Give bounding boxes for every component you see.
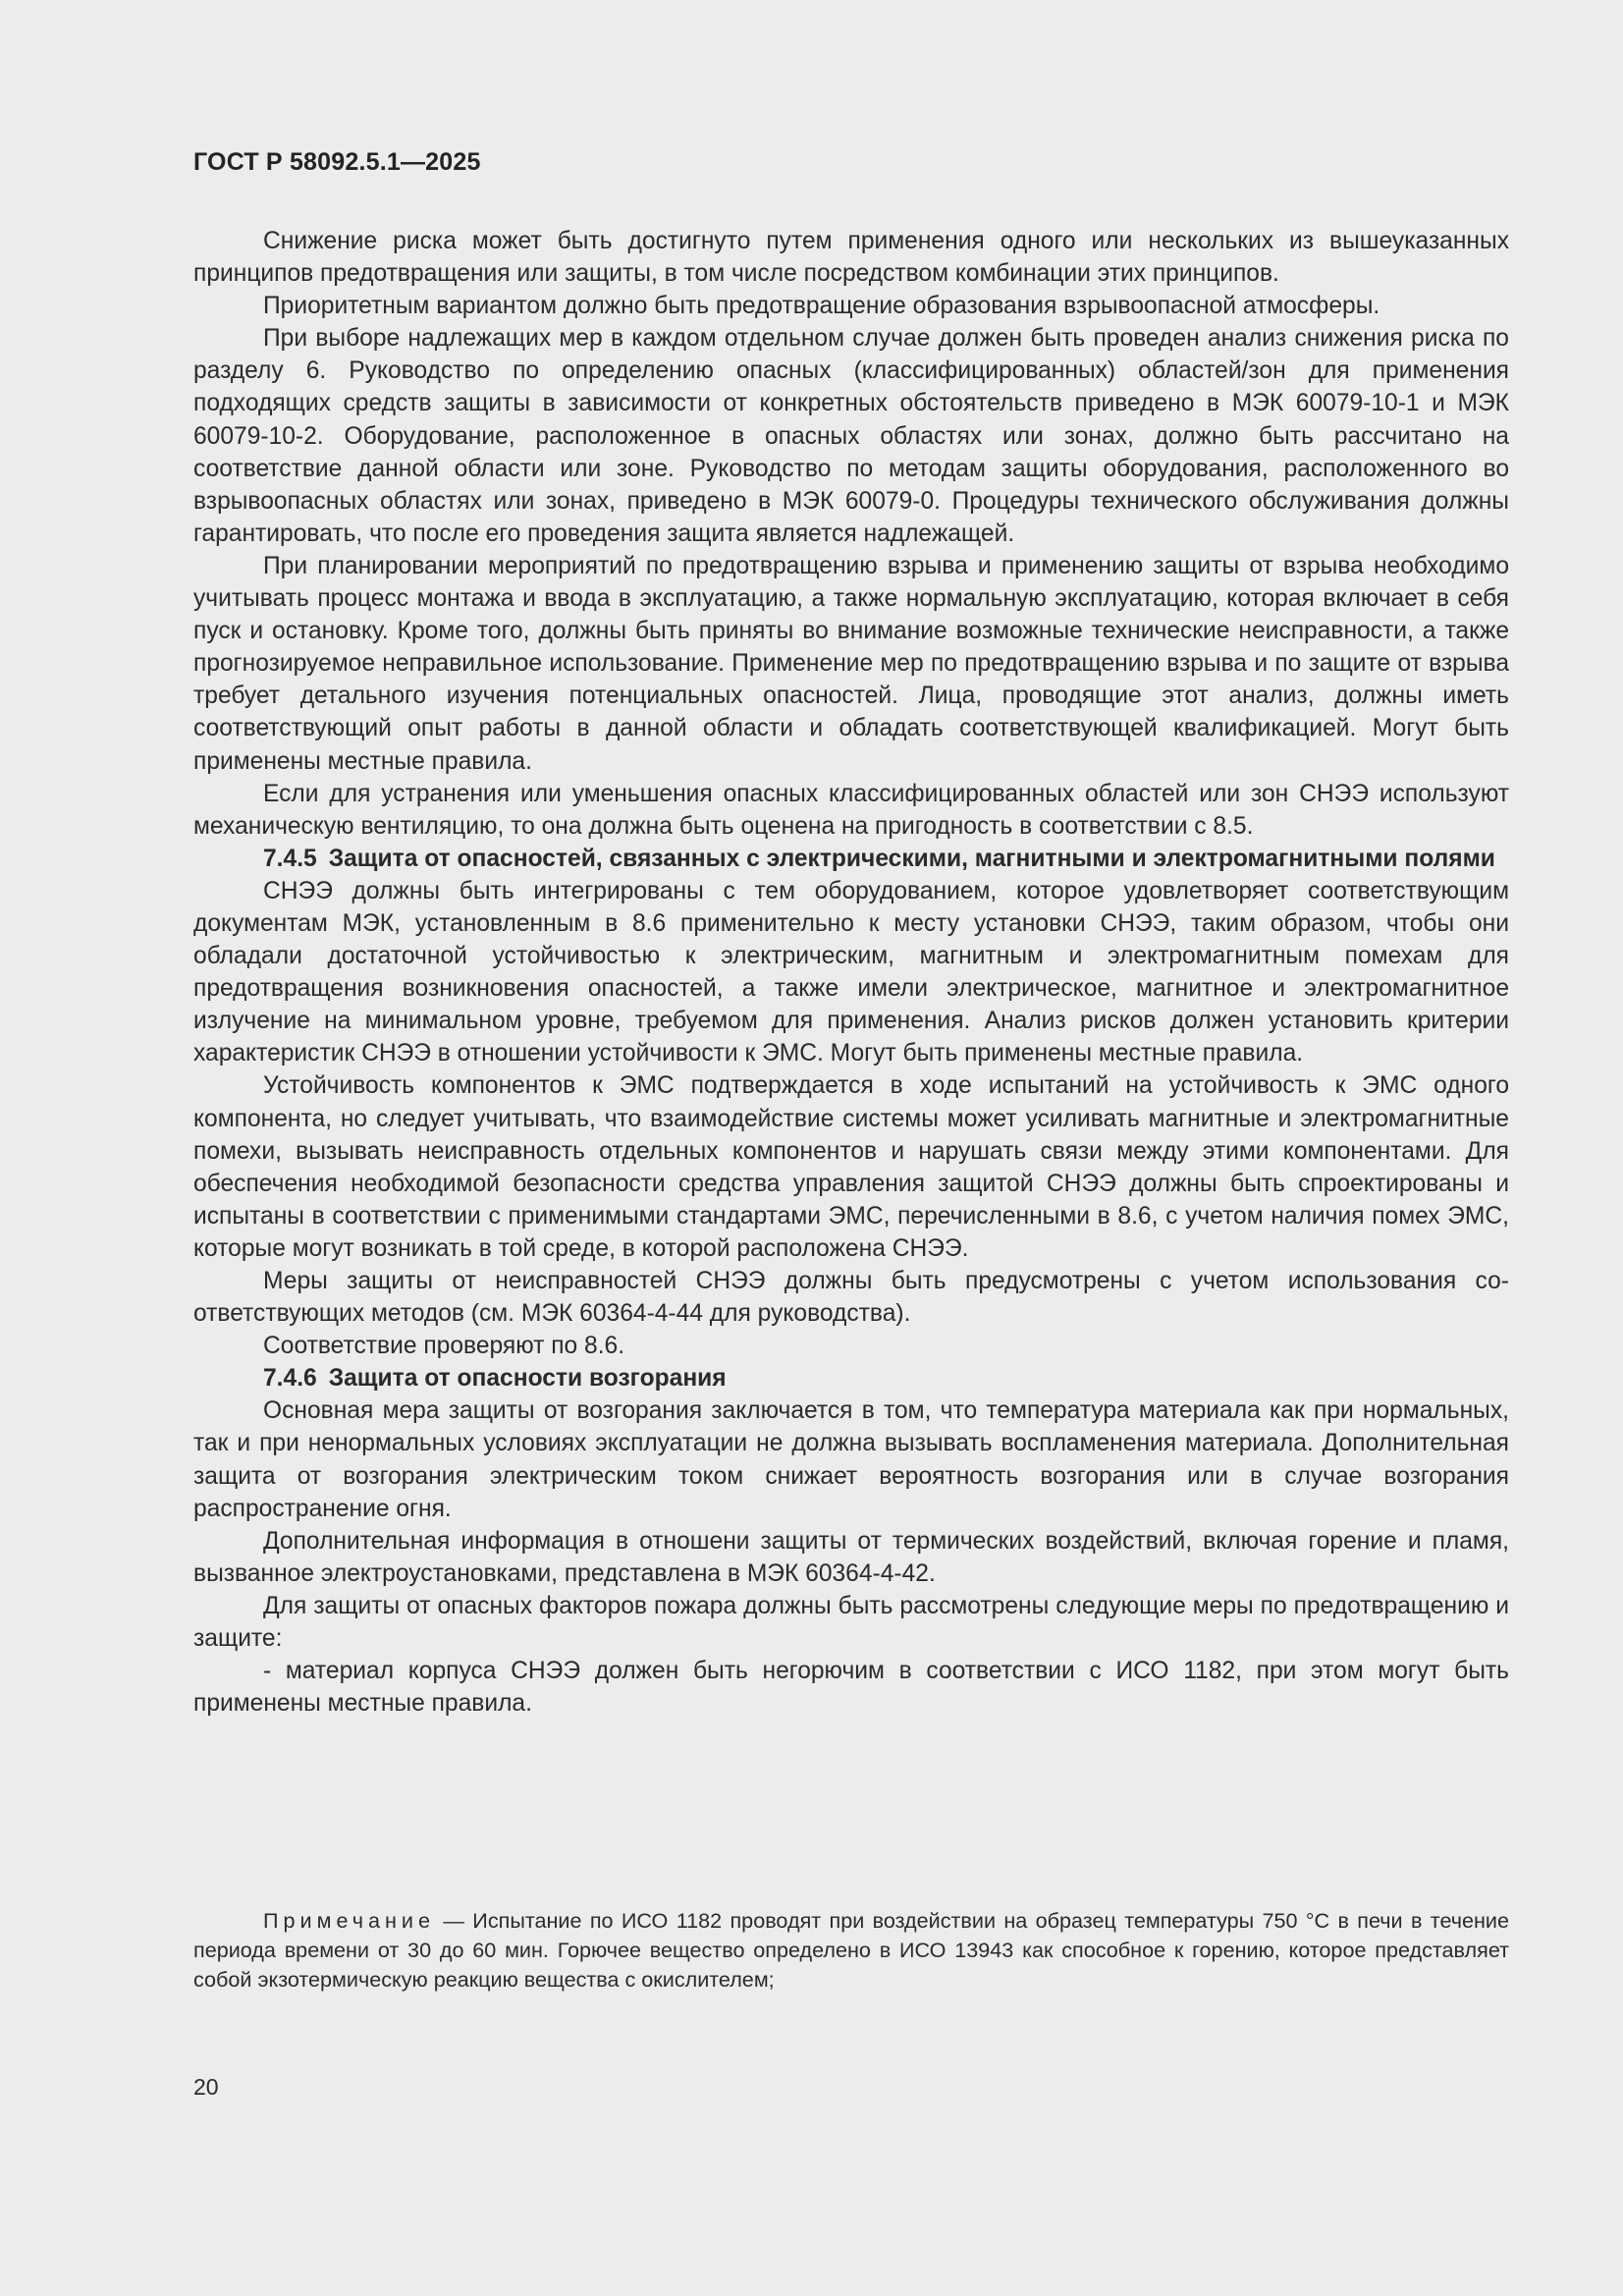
paragraph: Основная мера защиты от возгорания заключается в том, что температура материала как при нормальных, так и при ненормальных условиях эксплуатации не должна вызывать воспламенения материала. Дополнительная защита от возгорания электрическим током снижает вероятность возгорания или в случае возгорания распространение огня.	[193, 1397, 1509, 1522]
section-heading-7-4-6	[193, 1362, 1509, 1394]
paragraph: Меры защиты от неисправностей СНЭЭ должны быть предусмотрены с учетом использования соответствующих методов (см. МЭК 60364-4-44 для руководства).	[193, 1268, 1509, 1328]
document-body	[193, 225, 1509, 1720]
paragraph: Если для устранения или уменьшения опасных классифицированных областей или зон СНЭЭ используют механическую вентиляцию, то она должна быть оценена на пригодность в соответствии с 8.5.	[193, 780, 1509, 840]
section-title: Защита от опасностей, связанных с электрическими, магнитными и электромагнитными полями	[328, 845, 1495, 872]
document-header: ГОСТ Р 58092.5.1—2025	[193, 148, 481, 176]
section-number: 7.4.6	[263, 1365, 317, 1393]
list-item: - материал корпуса СНЭЭ должен быть негорючим в соответствии с ИСО 1182, при этом могут быть применены местные правила.	[193, 1658, 1509, 1718]
paragraph: СНЭЭ должны быть интегрированы с тем оборудованием, которое удовлетворяет соответствующим документам МЭК, установленным в 8.6 применительно к месту установки СНЭЭ, таким образом, чтобы они обладали достаточной устойчивостью к электрическим, магнитным и электромагнитным помехам для предотвращения возникновения опасностей, а также имели электрическое, магнитное и электромагнитное излучение на минимальном уровне, требуемом для применения. Анализ рисков должен установить критерии характеристик СНЭЭ в отношении устойчивости к ЭМС. Могут быть применены местные правила.	[193, 877, 1509, 1067]
paragraph: Приоритетным вариантом должно быть предотвращение образования взрывоопасной атмосферы.	[263, 293, 1380, 320]
paragraph: При выборе надлежащих мер в каждом отдельном случае должен быть проведен анализ снижения риска по разделу 6. Руководство по определению опасных (классифицированных) областей/зон для применения подходящих средств защиты в зависимости от конкретных обстоятельств приведено в МЭК 60079-10-1 и МЭК 60079-10-2. Оборудование, расположенное в опасных областях или зонах, должно быть рассчитано на соответствие данной области или зоне. Руководство по методам защиты оборудования, расположенного во взрывоопасных областях или зонах, приведено в МЭК 60079-0. Процедуры технического обслуживания должны гарантировать, что после его проведения защита является надлежащей.	[193, 325, 1509, 547]
paragraph: Дополнительная информация в отношени защиты от термических воздействий, включая горение и пламя, вызванное электроустановками, представлена в МЭК 60364-4-42.	[193, 1527, 1509, 1587]
paragraph: При планировании мероприятий по предотвращению взрыва и применению защиты от взрыва необходимо учитывать процесс монтажа и ввода в эксплуатацию, а также нормальную эксплуатацию, которая включает в себя пуск и остановку. Кроме того, должны быть приняты во внимание возможные технические неисправности, а также прогнозируемое неправильное использование. Применение мер по предотвращению взрыва и по защите от взрыва требует детального изучения потенциальных опасностей. Лица, проводящие этот анализ, должны иметь соответствующий опыт работы в данной области и обладать соответствующей квалификацией. Могут быть применены местные правила.	[193, 552, 1509, 775]
note	[193, 1906, 1509, 1995]
section-heading-7-4-5	[193, 843, 1509, 875]
page-number: 20	[193, 2074, 219, 2100]
paragraph: Для защиты от опасных факторов пожара должны быть рассмотрены следующие меры по предотвращению и защите:	[193, 1592, 1509, 1653]
paragraph: Соответствие проверяют по 8.6.	[263, 1333, 625, 1360]
section-title: Защита от опасности возгорания	[328, 1365, 727, 1393]
note-text: — Испытание по ИСО 1182 проводят при воздействии на образец температуры 750 °C в печи в течение периода времени от 30 до 60 мин. Горючее вещество определено в ИСО 13943 как способное к горению, которое представляет собой экзотермическую реакцию вещества с окислителем;	[193, 1908, 1509, 1993]
paragraph: Устойчивость компонентов к ЭМС подтверждается в ходе испытаний на устойчивость к ЭМС одного компонента, но следует учитывать, что взаимодействие системы может усиливать магнитные и электромагнитные помехи, вызывать неисправность отдельных компонентов и нарушать связи между этими компонентами. Для обеспечения необходимой безопасности средства управления защитой СНЭЭ должны быть спроектированы и испытаны в соответствии с применимыми стандартами ЭМС, перечисленными в 8.6, с учетом наличия помех ЭМС, которые могут возникать в той среде, в которой расположена СНЭЭ.	[193, 1072, 1509, 1262]
paragraph: Снижение риска может быть достигнуто путем применения одного или нескольких из вышеуказанных принципов предотвращения или защиты, в том числе посредством комбинации этих принципов.	[193, 228, 1509, 288]
section-number: 7.4.5	[263, 845, 317, 872]
note-label: Примечание	[263, 1908, 435, 1933]
